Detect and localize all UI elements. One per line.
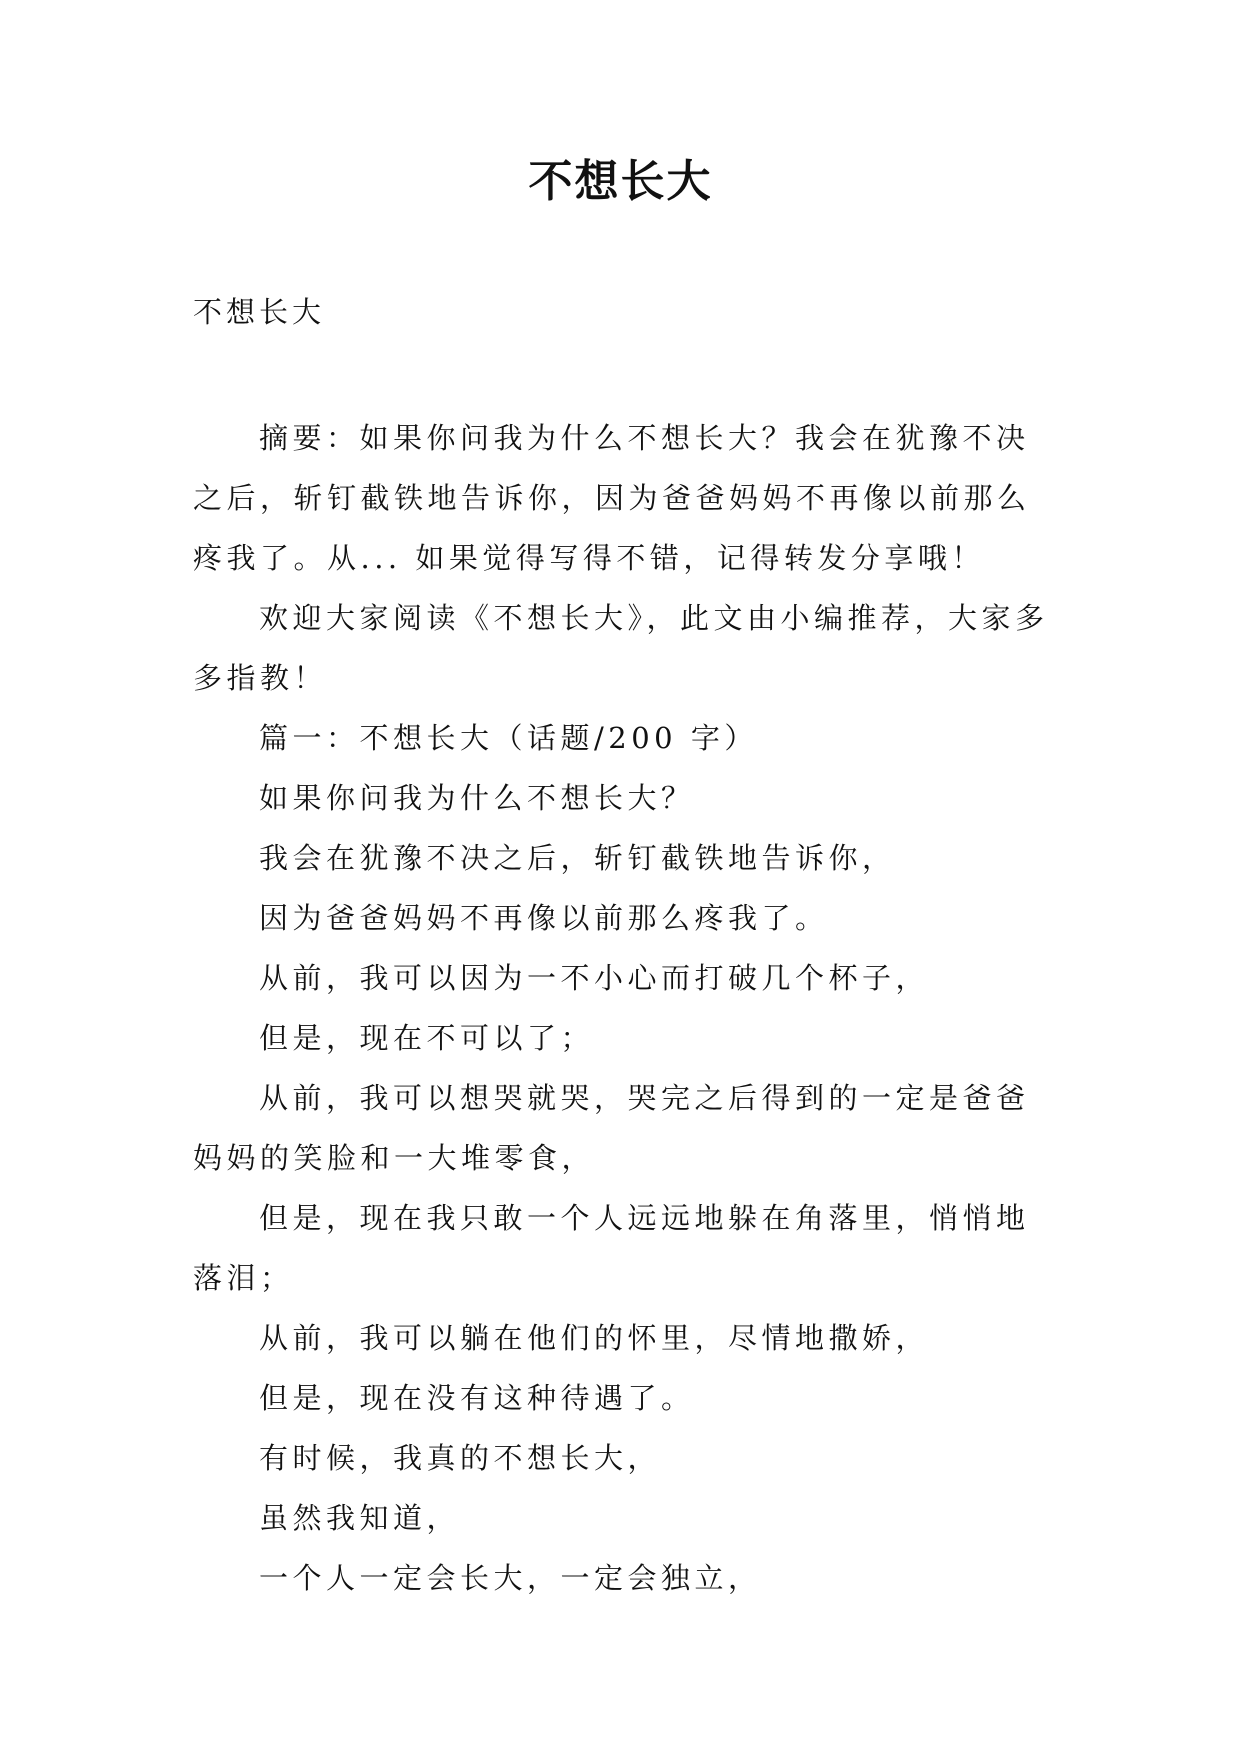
body-text	[193, 408, 1061, 1608]
paragraph: 但是，现在不可以了；	[259, 1021, 595, 1055]
paragraph: 因为爸爸妈妈不再像以前那么疼我了。	[259, 901, 829, 935]
subtitle: 不想长大	[193, 295, 326, 329]
paragraph: 虽然我知道，	[259, 1501, 461, 1535]
paragraph: 欢迎大家阅读《不想长大》，此文由小编推荐，大家多多指教！	[193, 601, 1049, 695]
paragraph: 有时候，我真的不想长大，	[259, 1441, 662, 1475]
paragraph: 从前，我可以躺在他们的怀里，尽情地撒娇，	[259, 1321, 930, 1355]
paragraph: 但是，现在没有这种待遇了。	[259, 1381, 695, 1415]
paragraph: 但是，现在我只敢一个人远远地躲在角落里，悄悄地落泪；	[193, 1201, 1030, 1295]
paragraph: 我会在犹豫不决之后，斩钉截铁地告诉你，	[259, 841, 896, 875]
paragraph: 篇一：不想长大（话题/200 字）	[259, 721, 758, 755]
paragraph: 从前，我可以因为一不小心而打破几个杯子，	[259, 961, 930, 995]
paragraph: 一个人一定会长大，一定会独立，	[259, 1561, 762, 1595]
page-title: 不想长大	[528, 156, 713, 207]
paragraph: 从前，我可以想哭就哭，哭完之后得到的一定是爸爸妈妈的笑脸和一大堆零食，	[193, 1081, 1030, 1175]
paragraph: 如果你问我为什么不想长大？	[259, 781, 695, 815]
paragraph: 摘要：如果你问我为什么不想长大？我会在犹豫不决之后，斩钉截铁地告诉你，因为爸爸妈妈不再像以前那么疼我了。从... 如果觉得写得不错，记得转发分享哦！	[193, 421, 1031, 575]
